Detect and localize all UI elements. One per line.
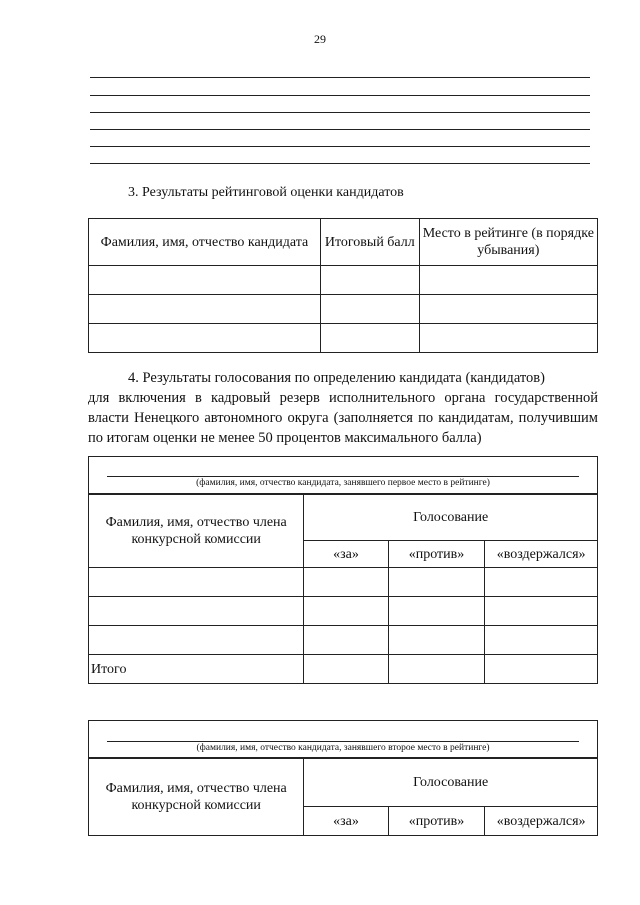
empty-cell[interactable]: [419, 266, 597, 295]
candidate1-caption: (фамилия, имя, отчество кандидата, занявшего первое место в рейтинге): [196, 478, 490, 488]
page-number: 29: [314, 32, 326, 46]
table-row: [89, 266, 598, 295]
blank-line: [90, 129, 590, 130]
empty-cell[interactable]: [304, 655, 388, 684]
section3-title: 3. Результаты рейтинговой оценки кандидатов: [128, 185, 404, 200]
voting-table-1: [88, 493, 598, 684]
header-member-name: Фамилия, имя, отчество члена конкурсной комиссии: [89, 758, 304, 836]
section4-text: [88, 368, 598, 448]
empty-cell[interactable]: [485, 568, 598, 597]
table-row: [89, 568, 598, 597]
empty-cell[interactable]: [485, 597, 598, 626]
candidate1-name-line[interactable]: [107, 476, 579, 477]
empty-cell[interactable]: [388, 626, 485, 655]
empty-cell[interactable]: [304, 626, 388, 655]
table-row: [89, 597, 598, 626]
candidate2-caption: (фамилия, имя, отчество кандидата, занявшего второе место в рейтинге): [196, 743, 490, 753]
candidate1-name-box: [88, 456, 598, 495]
blank-line: [90, 95, 590, 96]
empty-cell[interactable]: [320, 324, 419, 353]
option-abstain: «воздержался»: [485, 541, 598, 568]
blank-line: [90, 146, 590, 147]
empty-cell[interactable]: [419, 324, 597, 353]
header-voting: Голосование: [304, 758, 598, 807]
empty-cell[interactable]: [485, 655, 598, 684]
empty-cell[interactable]: [320, 266, 419, 295]
option-for: «за»: [304, 807, 388, 836]
empty-cell[interactable]: [89, 324, 321, 353]
table-row: [89, 324, 598, 353]
candidate2-name-box: [88, 720, 598, 759]
empty-cell[interactable]: [320, 295, 419, 324]
empty-cell[interactable]: [89, 266, 321, 295]
blank-line: [90, 163, 590, 164]
blank-line: [90, 77, 590, 78]
option-against: «против»: [388, 807, 485, 836]
header-candidate-name: Фамилия, имя, отчество кандидата: [89, 219, 321, 266]
empty-cell[interactable]: [89, 568, 304, 597]
blank-line: [90, 112, 590, 113]
header-final-score: Итоговый балл: [320, 219, 419, 266]
option-for: «за»: [304, 541, 388, 568]
empty-cell[interactable]: [388, 568, 485, 597]
table-row: [89, 626, 598, 655]
empty-cell[interactable]: [89, 295, 321, 324]
empty-cell[interactable]: [388, 655, 485, 684]
header-rating-place: Место в рейтинге (в порядке убывания): [419, 219, 597, 266]
empty-cell[interactable]: [89, 597, 304, 626]
empty-cell[interactable]: [304, 597, 388, 626]
candidate2-name-line[interactable]: [107, 741, 579, 742]
section4-rest: для включения в кадровый резерв исполнительного органа государственной власти Ненецкого автономного округа (заполняется по кандидатам, получившим по итогам оценки не менее 50 процентов максимального балла): [88, 390, 598, 446]
option-abstain: «воздержался»: [485, 807, 598, 836]
total-row: [89, 655, 598, 684]
header-member-name: Фамилия, имя, отчество члена конкурсной комиссии: [89, 494, 304, 568]
table-row: [89, 295, 598, 324]
empty-cell[interactable]: [89, 626, 304, 655]
rating-table: [88, 218, 598, 353]
empty-cell[interactable]: [485, 626, 598, 655]
option-against: «против»: [388, 541, 485, 568]
section4-line1: 4. Результаты голосования по определению кандидата (кандидатов): [128, 370, 545, 386]
empty-cell[interactable]: [388, 597, 485, 626]
voting-table-2: [88, 757, 598, 836]
empty-cell[interactable]: [419, 295, 597, 324]
empty-cell[interactable]: [304, 568, 388, 597]
total-label: Итого: [89, 655, 304, 684]
header-voting: Голосование: [304, 494, 598, 541]
